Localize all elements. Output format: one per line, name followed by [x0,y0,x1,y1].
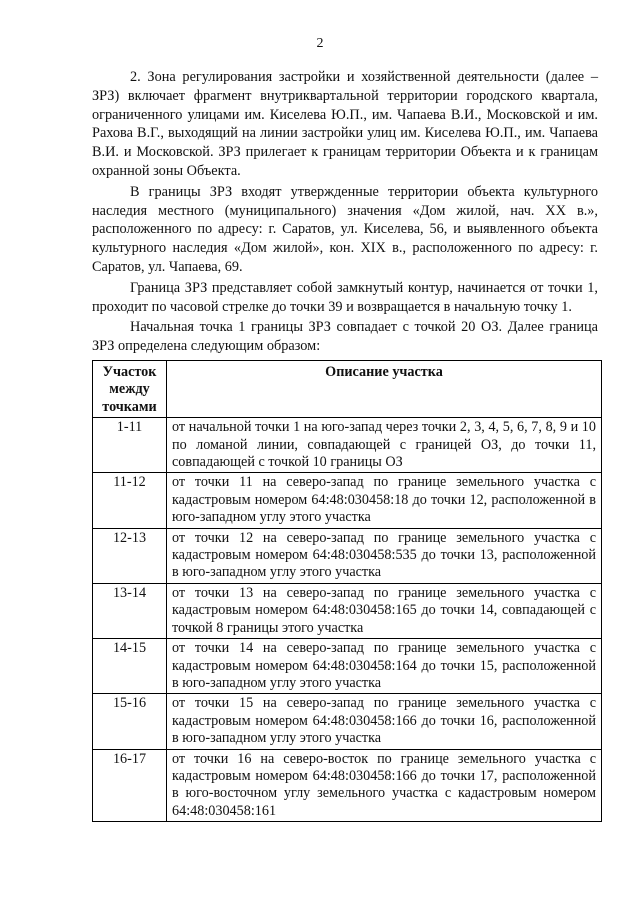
description-cell: от точки 16 на северо-восток по границе земельного участка с кадастровым номером 64:48:030458:166 до точки 17, расположенной в юго-восточном углу земельного участка с кадастровым номером 64:48:030458:161 [167,749,602,822]
header-segment: Участок между точками [93,361,167,418]
segment-cell: 11-12 [93,473,167,528]
description-cell: от точки 12 на северо-запад по границе земельного участка с кадастровым номером 64:48:030458:535 до точки 13, расположенной в юго-западном углу этого участка [167,528,602,583]
description-cell: от точки 11 на северо-запад по границе земельного участка с кадастровым номером 64:48:030458:18 до точки 12, расположенной в юго-западном углу этого участка [167,473,602,528]
table-row [93,749,602,822]
segment-cell: 1-11 [93,418,167,473]
header-description: Описание участка [167,361,602,418]
paragraph-boundary-contour: Граница ЗРЗ представляет собой замкнутый контур, начинается от точки 1, проходит по часовой стрелке до точки 39 и возвращается в начальную точку 1. [92,279,598,315]
description-cell: от точки 14 на северо-запад по границе земельного участка с кадастровым номером 64:48:030458:164 до точки 15, расположенной в юго-западном углу этого участка [167,639,602,694]
description-cell: от точки 15 на северо-запад по границе земельного участка с кадастровым номером 64:48:030458:166 до точки 16, расположенной в юго-западном углу этого участка [167,694,602,749]
boundary-segments-table [92,360,602,822]
table-row [93,694,602,749]
table-row [93,639,602,694]
table-row [93,418,602,473]
segment-cell: 16-17 [93,749,167,822]
paragraph-zone-definition: 2. Зона регулирования застройки и хозяйственной деятельности (далее – ЗРЗ) включает фрагмент внутриквартальной территории городского квартала, ограниченного улицами им. Киселева Ю.П., им. Чапаева В.И., Московской и им. Рахова В.Г., выходящий на линии застройки улиц им. Киселева Ю.П., им. Чапаева В.И. и Московской. ЗРЗ прилегает к границам территории Объекта и к границам охранной зоны Объекта. [92,69,598,179]
segment-cell: 14-15 [93,639,167,694]
paragraph-start-point: Начальная точка 1 границы ЗРЗ совпадает с точкой 20 ОЗ. Далее граница ЗРЗ определена следующим образом: [92,319,598,355]
table-header-row [93,361,602,418]
paragraph-included-territories: В границы ЗРЗ входят утвержденные территории объекта культурного наследия местного (муниципального) значения «Дом жилой, нач. XX в.», расположенного по адресу: г. Саратов, ул. Киселева, 56, и выявленного объекта культурного наследия «Дом жилой», кон. XIX в., расположенного по адресу: г. Саратов, ул. Чапаева, 69. [92,183,598,275]
table-row [93,528,602,583]
table-row [93,583,602,638]
description-cell: от начальной точки 1 на юго-запад через точки 2, 3, 4, 5, 6, 7, 8, 9 и 10 по ломаной линии, совпадающей с границей ОЗ, до точки 11, совпадающей с точкой 10 границы ОЗ [167,418,602,473]
page-number: 2 [316,36,324,51]
description-cell: от точки 13 на северо-запад по границе земельного участка с кадастровым номером 64:48:030458:165 до точки 14, совпадающей с точкой 8 границы этого участка [167,583,602,638]
segment-cell: 12-13 [93,528,167,583]
document-body [92,68,598,358]
segment-cell: 13-14 [93,583,167,638]
table-row [93,473,602,528]
segment-cell: 15-16 [93,694,167,749]
